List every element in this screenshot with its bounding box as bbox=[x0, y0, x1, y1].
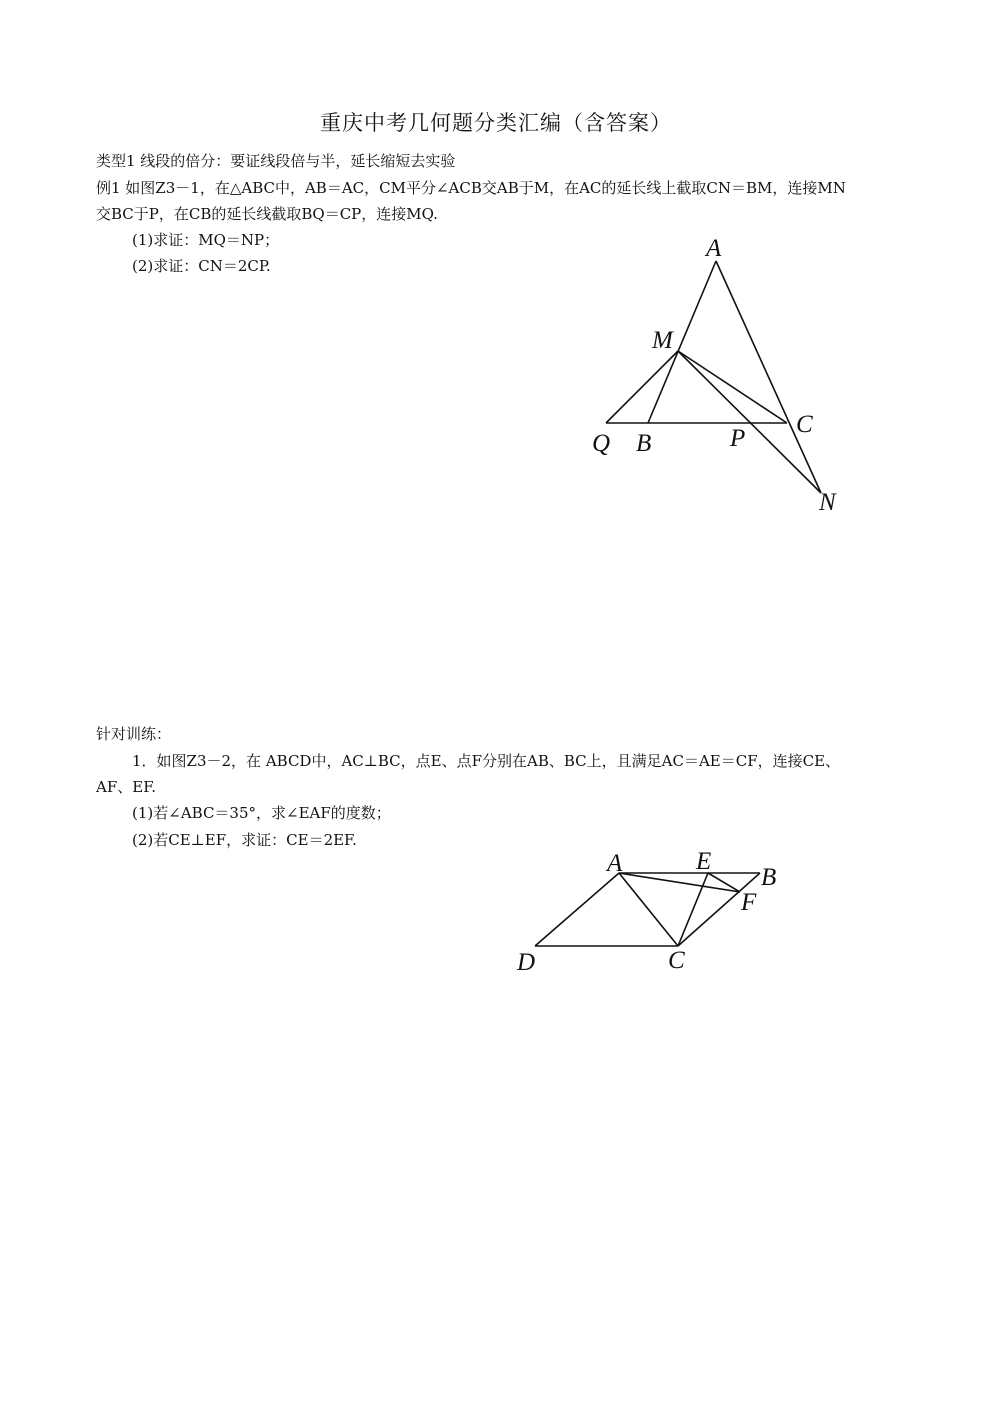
label-f2: F bbox=[741, 889, 757, 916]
label-b2: B bbox=[761, 864, 777, 891]
label-c2: C bbox=[668, 947, 685, 974]
example1-question2: (2)求证：CN＝2CP. bbox=[132, 257, 271, 275]
segment-mc bbox=[678, 351, 787, 423]
label-q: Q bbox=[592, 430, 611, 457]
problem1-question2: (2)若CE⊥EF，求证：CE＝2EF. bbox=[132, 831, 357, 849]
section2-heading: 针对训练： bbox=[96, 725, 172, 743]
label-b: B bbox=[636, 430, 652, 457]
label-m: M bbox=[652, 327, 673, 354]
label-n: N bbox=[819, 489, 836, 516]
label-e2: E bbox=[696, 848, 712, 875]
label-p: P bbox=[730, 425, 746, 452]
segment-an bbox=[716, 261, 821, 493]
problem1-line2: AF、EF. bbox=[96, 778, 157, 796]
example1-question1: (1)求证：MQ＝NP； bbox=[132, 231, 280, 249]
label-a: A bbox=[706, 235, 722, 262]
label-a2: A bbox=[607, 850, 623, 877]
problem1-question1: (1)若∠ABC＝35°，求∠EAF的度数； bbox=[132, 804, 391, 822]
section1-heading: 类型1 线段的倍分：要证线段倍与半，延长缩短去实验 bbox=[96, 152, 456, 170]
segment-mq bbox=[606, 351, 678, 423]
figure-z3-2 bbox=[535, 873, 760, 946]
figure-z3-1 bbox=[606, 261, 821, 493]
example1-line2: 交BC于P，在CB的延长线截取BQ＝CP，连接MQ. bbox=[96, 205, 438, 223]
segment-ac bbox=[619, 873, 678, 946]
label-c: C bbox=[796, 411, 813, 438]
segment-af bbox=[619, 873, 740, 892]
problem1-line1: 1．如图Z3－2，在 ABCD中，AC⊥BC，点E、点F分别在AB、BC上，且满足AC＝AE＝CF，连接CE、 bbox=[132, 752, 841, 770]
segment-ad bbox=[535, 873, 619, 946]
label-d2: D bbox=[517, 949, 536, 976]
example1-line1: 例1 如图Z3－1，在△ABC中，AB＝AC，CM平分∠ACB交AB于M，在AC的延长线上截取CN＝BM，连接MN bbox=[96, 179, 846, 197]
page-title: 重庆中考几何题分类汇编（含答案） bbox=[320, 111, 672, 135]
